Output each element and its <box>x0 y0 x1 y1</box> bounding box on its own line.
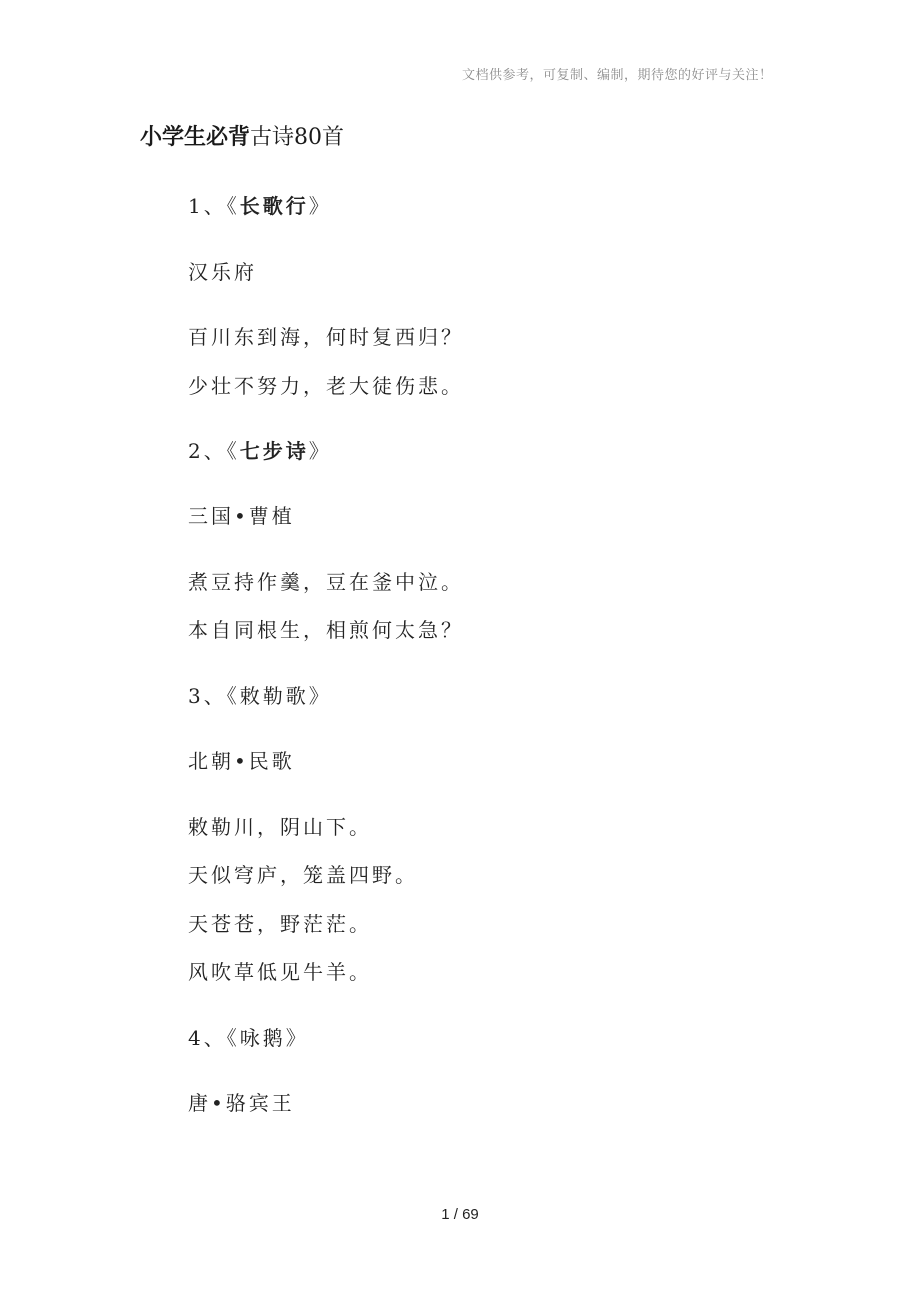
poem-line: 天似穹庐，笼盖四野。 <box>188 863 418 887</box>
document-title <box>140 120 344 151</box>
poem-line: 敕勒川，阴山下。 <box>188 815 372 839</box>
poem-name: 咏鹅 <box>239 1026 286 1050</box>
poem-number: 1、《 <box>188 194 240 218</box>
poem-author: 汉乐府 <box>188 260 257 284</box>
poem-heading <box>188 680 332 709</box>
poem-heading <box>188 190 332 219</box>
header-note: 文档供参考，可复制、编制，期待您的好评与关注！ <box>462 68 773 83</box>
poem-author: 三国•曹植 <box>188 504 295 528</box>
poem-number: 2、《 <box>188 439 240 463</box>
poem-line: 天苍苍，野茫茫。 <box>188 912 372 936</box>
poem-bracket: 》 <box>308 684 332 708</box>
document-title-bold: 小学生必背 <box>140 124 251 150</box>
poem-number: 3、《 <box>188 684 240 708</box>
poem-heading <box>188 1022 309 1051</box>
poem-bracket: 》 <box>308 439 332 463</box>
poem-line: 本自同根生，相煎何太急？ <box>188 618 464 642</box>
poem-line: 煮豆持作羹，豆在釜中泣。 <box>188 570 464 594</box>
page-number: 1 / 69 <box>441 1206 479 1223</box>
poem-heading <box>188 435 332 464</box>
poem-line: 风吹草低见牛羊。 <box>188 960 372 984</box>
poem-line: 百川东到海，何时复西归？ <box>188 325 464 349</box>
poem-number: 4、《 <box>188 1026 240 1050</box>
poem-name: 敕勒歌 <box>239 684 309 708</box>
poem-author: 唐•骆宾王 <box>188 1091 295 1115</box>
poem-name: 七步诗 <box>239 439 309 463</box>
poem-bracket: 》 <box>308 194 332 218</box>
poem-name: 长歌行 <box>239 194 309 218</box>
document-title-normal: 古诗80首 <box>250 125 345 150</box>
poem-line: 少壮不努力，老大徒伤悲。 <box>188 374 464 398</box>
poem-author: 北朝•民歌 <box>188 749 295 773</box>
poem-bracket: 》 <box>285 1026 309 1050</box>
